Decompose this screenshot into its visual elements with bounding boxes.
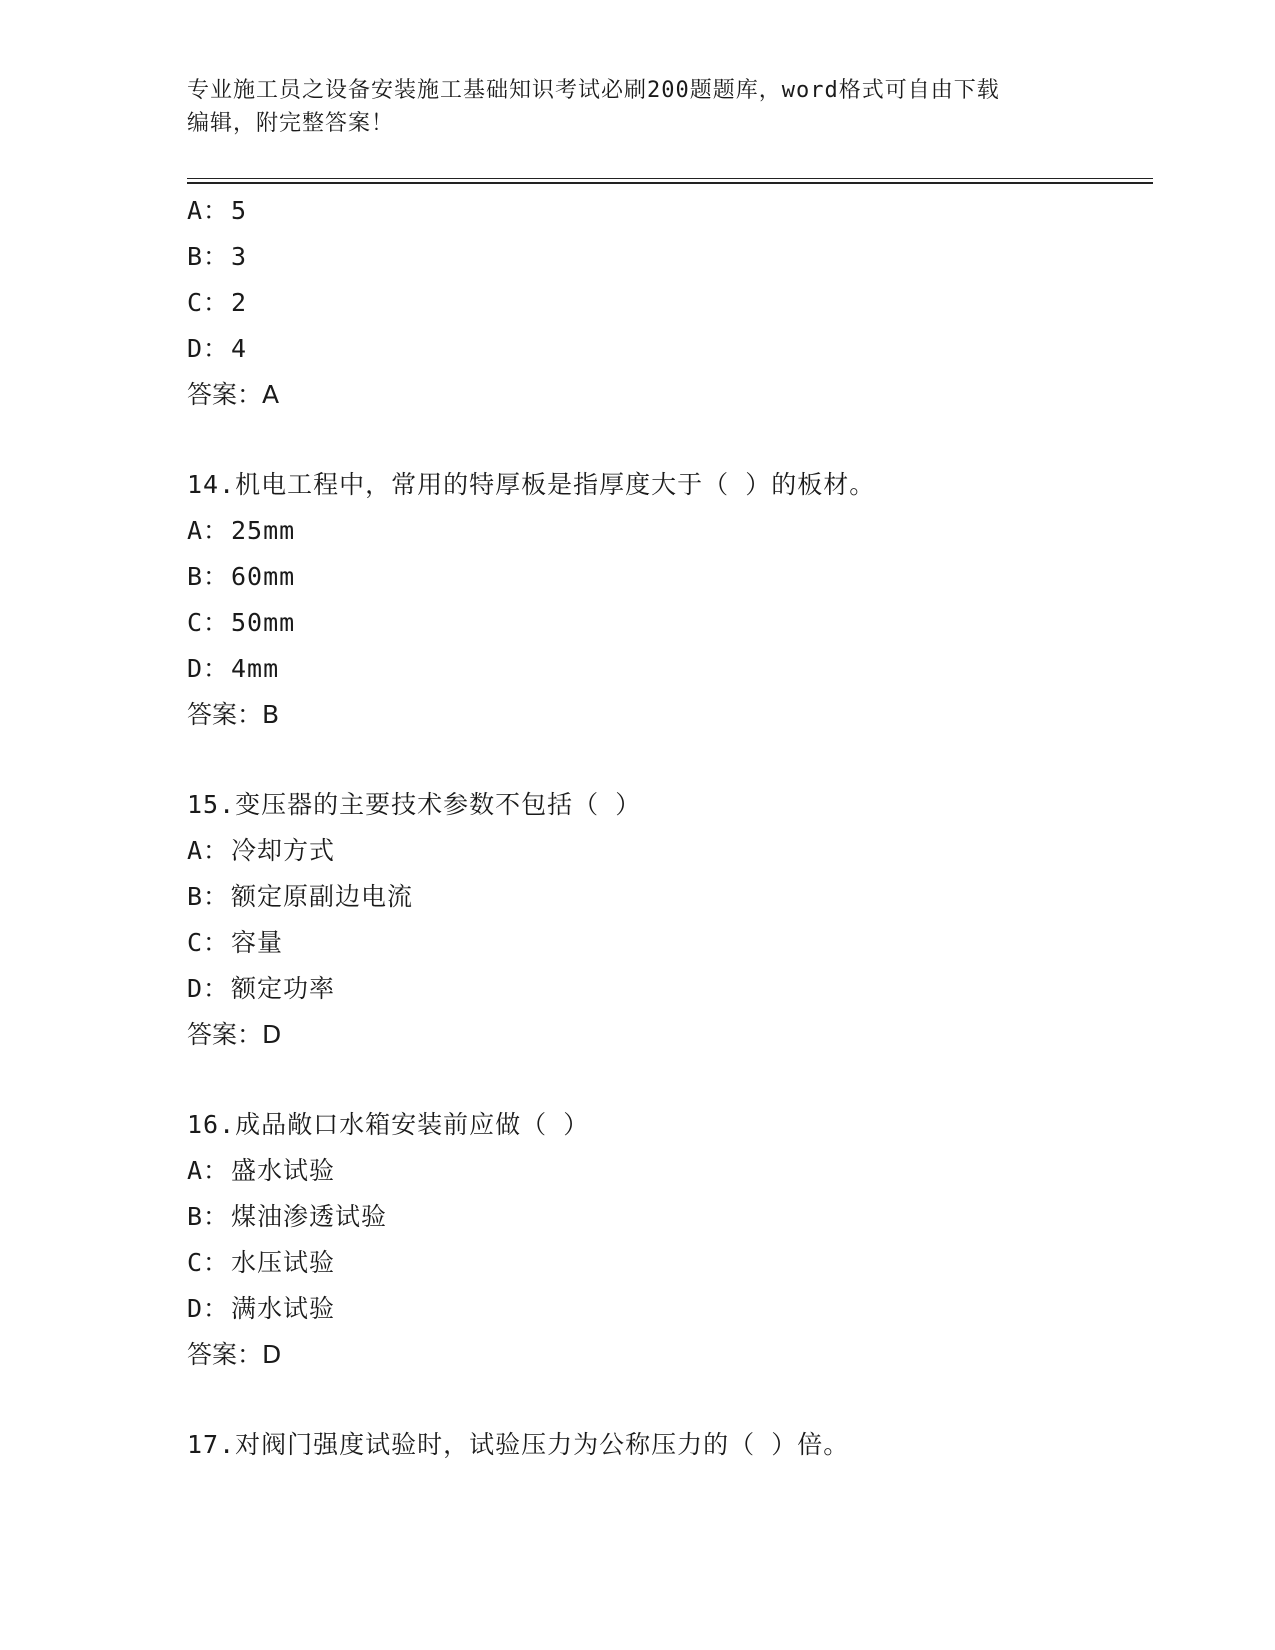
option-c: C：水压试验 (187, 1248, 336, 1277)
answer: 答案：D (187, 1020, 282, 1049)
title-line-2: 编辑，附完整答案！ (187, 111, 395, 136)
option-c: C：50mm (187, 608, 296, 637)
option-c: C：2 (187, 288, 248, 317)
question-stem: 16.成品敞口水箱安装前应做（ ） (187, 1110, 590, 1139)
option-text: 4 (231, 334, 248, 363)
option-a: A：冷却方式 (187, 836, 336, 865)
question-15 (187, 782, 1153, 1058)
option-b: B：煤油渗透试验 (187, 1202, 388, 1231)
option-text: 25mm (231, 516, 296, 545)
question-16 (187, 1102, 1153, 1378)
option-text: 3 (231, 242, 248, 271)
option-b: B：3 (187, 242, 248, 271)
option-text: 4mm (231, 654, 280, 683)
option-b: B：60mm (187, 562, 296, 591)
question-13 (187, 188, 1153, 418)
question-stem: 15.变压器的主要技术参数不包括（ ） (187, 790, 642, 819)
option-text: 额定功率 (231, 974, 336, 1003)
option-text: 50mm (231, 608, 296, 637)
option-d: D：额定功率 (187, 974, 336, 1003)
option-c: C：容量 (187, 928, 284, 957)
answer: 答案：B (187, 700, 280, 729)
option-text: 2 (231, 288, 248, 317)
option-text: 满水试验 (231, 1294, 336, 1323)
option-d: D：满水试验 (187, 1294, 336, 1323)
option-a: A：25mm (187, 516, 296, 545)
header-divider-bottom (187, 182, 1153, 184)
option-text: 额定原副边电流 (231, 882, 414, 911)
option-a: A：5 (187, 196, 248, 225)
option-d: D：4 (187, 334, 248, 363)
header-divider-top (187, 178, 1153, 179)
option-a: A：盛水试验 (187, 1156, 336, 1185)
document-title (187, 74, 1087, 140)
question-stem: 17.对阀门强度试验时，试验压力为公称压力的（ ）倍。 (187, 1430, 850, 1459)
question-list (187, 188, 1153, 1512)
option-d: D：4mm (187, 654, 280, 683)
option-text: 煤油渗透试验 (231, 1202, 388, 1231)
title-line-1: 专业施工员之设备安装施工基础知识考试必刷200题题库，word格式可自由下载 (187, 78, 1000, 103)
option-text: 5 (231, 196, 248, 225)
answer: 答案：A (187, 380, 280, 409)
question-14 (187, 462, 1153, 738)
option-text: 容量 (231, 928, 284, 957)
option-text: 盛水试验 (231, 1156, 336, 1185)
answer: 答案：D (187, 1340, 282, 1369)
question-stem: 14.机电工程中，常用的特厚板是指厚度大于（ ）的板材。 (187, 470, 876, 499)
option-text: 冷却方式 (231, 836, 336, 865)
question-17 (187, 1422, 1153, 1468)
option-b: B：额定原副边电流 (187, 882, 414, 911)
option-text: 水压试验 (231, 1248, 336, 1277)
option-text: 60mm (231, 562, 296, 591)
